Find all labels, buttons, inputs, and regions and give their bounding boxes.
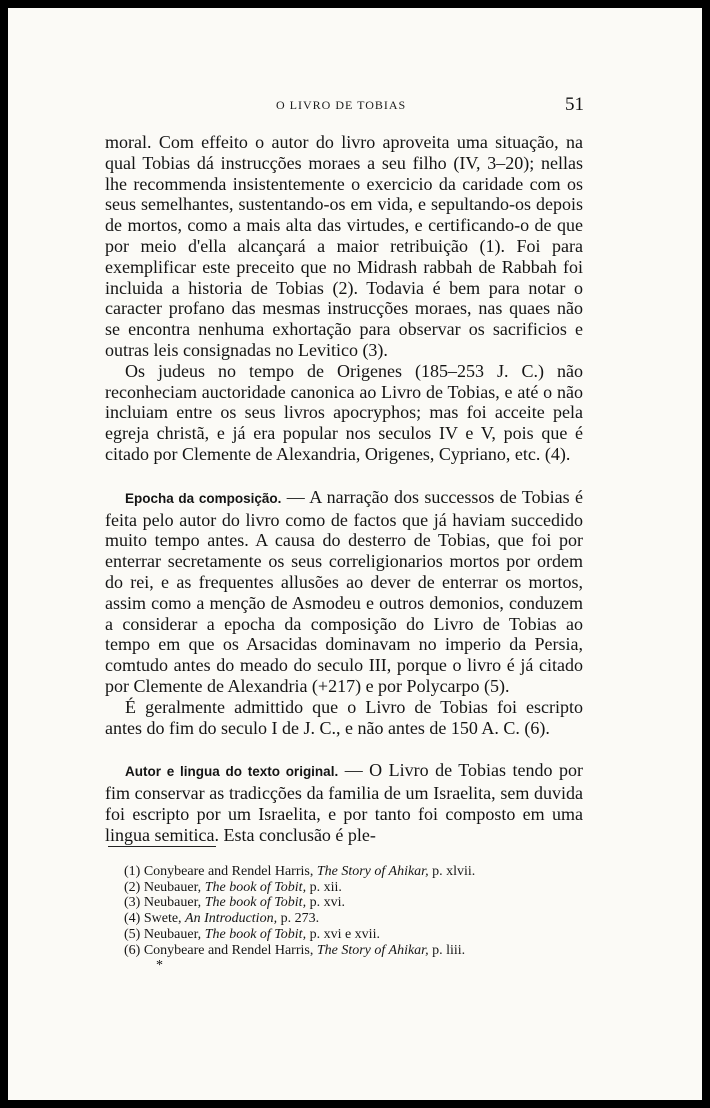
footnote-title: An Introduction, xyxy=(185,911,278,927)
footnote xyxy=(124,943,584,959)
footnote-page: p. 273. xyxy=(277,911,320,927)
footnote-title: The book of Tobit, xyxy=(204,895,307,911)
footnote xyxy=(124,895,584,911)
section-title-epocha: Epocha da composição. xyxy=(125,490,282,506)
footnote-author: Swete, xyxy=(143,911,186,927)
footnote-number: (1) xyxy=(124,864,141,879)
footnote-title: The Story of Ahikar, xyxy=(316,942,429,958)
section-autor xyxy=(105,760,583,845)
footnote-page: p. xvi e xvii. xyxy=(306,926,380,942)
footnote-page: p. xlvii. xyxy=(428,864,476,879)
page xyxy=(8,8,702,1100)
signature-mark: * xyxy=(156,958,163,973)
section-epocha xyxy=(105,487,583,697)
running-header xyxy=(8,94,702,118)
running-title: O LIVRO DE TOBIAS xyxy=(276,98,407,112)
footnote-page: p. liii. xyxy=(428,942,466,958)
page-number: 51 xyxy=(565,94,584,115)
footnote-number: (2) xyxy=(124,879,141,895)
footnote xyxy=(124,927,584,943)
footnote-author: Conybeare and Rendel Harris, xyxy=(143,864,317,879)
section-text-autor: — O Livro de Tobias tendo por fim conservar as tradicções da familia de um Israelita, sem duvida foi escripto por um Israelita, e por tanto foi composto em uma lingua semitica. Esta conclusão é ple- xyxy=(105,760,583,845)
footnote xyxy=(124,864,584,880)
footnote-number: (3) xyxy=(124,895,141,911)
section-text-epocha: — A narração dos successos de Tobias é feita pelo autor do livro como de factos que já haviam succedido muito tempo antes. A causa do desterro de Tobias, que foi por enterrar secretamente os seus correligionarios mortos por ordem do rei, e as frequentes allusões ao dever de enterrar os mortos, assim como a menção de Asmodeu e outros demonios, conduzem a considerar a epocha da composição do Livro de Tobias ao tempo em que os Arsacidas dominavam no imperio da Persia, comtudo antes do meado do seculo III, porque o livro é já citado por Clemente de Alexandria (+217) e por Polycarpo (5). xyxy=(105,486,583,696)
footnote-author: Neubauer, xyxy=(143,926,205,942)
paragraph-2: Os judeus no tempo de Origenes (185–253 J. C.) não reconheciam auctoridade canonica ao Livro de Tobias, e até o não incluiam entre os seus livros apocryphos; mas foi acceite pela egreja christã, e já era popular nos seculos IV e V, pois que é citado por Clemente de Alexandria, Origenes, Cypriano, etc. (4). xyxy=(105,360,583,464)
footnote-author: Conybeare and Rendel Harris, xyxy=(143,942,317,958)
footnote-page: p. xvi. xyxy=(306,895,345,911)
footnote-title: The book of Tobit, xyxy=(204,879,307,895)
footnotes xyxy=(124,864,584,958)
footnote-divider xyxy=(108,846,216,847)
footnote-number: (4) xyxy=(124,911,141,927)
footnote-title: The Story of Ahikar, xyxy=(316,864,429,879)
footnote-author: Neubauer, xyxy=(143,895,205,911)
footnote-author: Neubauer, xyxy=(143,879,205,895)
footnote xyxy=(124,911,584,927)
section-title-autor: Autor e lingua do texto original. xyxy=(125,764,339,780)
footnote-number: (6) xyxy=(124,942,141,958)
paragraph-3: É geralmente admittido que o Livro de Tobias foi escripto antes do fim do seculo I de J. C., e não antes de 150 A. C. (6). xyxy=(105,696,583,738)
footnote-page: p. xii. xyxy=(306,879,342,895)
footnote-title: The book of Tobit, xyxy=(204,926,307,942)
body-text xyxy=(105,132,583,846)
footnote-number: (5) xyxy=(124,926,141,942)
footnote xyxy=(124,880,584,896)
paragraph-1: moral. Com effeito o autor do livro aproveita uma situação, na qual Tobias dá instrucções moraes a seu filho (IV, 3–20); nellas lhe recommenda insistentemente o exercicio da caridade com os seus semelhantes, sustentando-os em vida, e sepultando-os depois de mortos, como a mais alta das virtudes, e certificando-o de que por meio d'ella alcançará a maior retribuição (1). Foi para exemplificar este preceito que no Midrash rabbah de Rabbah foi incluida a historia de Tobias (2). Todavia é bem para notar o caracter profano das mesmas instrucções moraes, nas quaes não se encontra nenhuma exhortação para observar os sacrificios e outras leis consignadas no Levitico (3). xyxy=(105,132,583,360)
